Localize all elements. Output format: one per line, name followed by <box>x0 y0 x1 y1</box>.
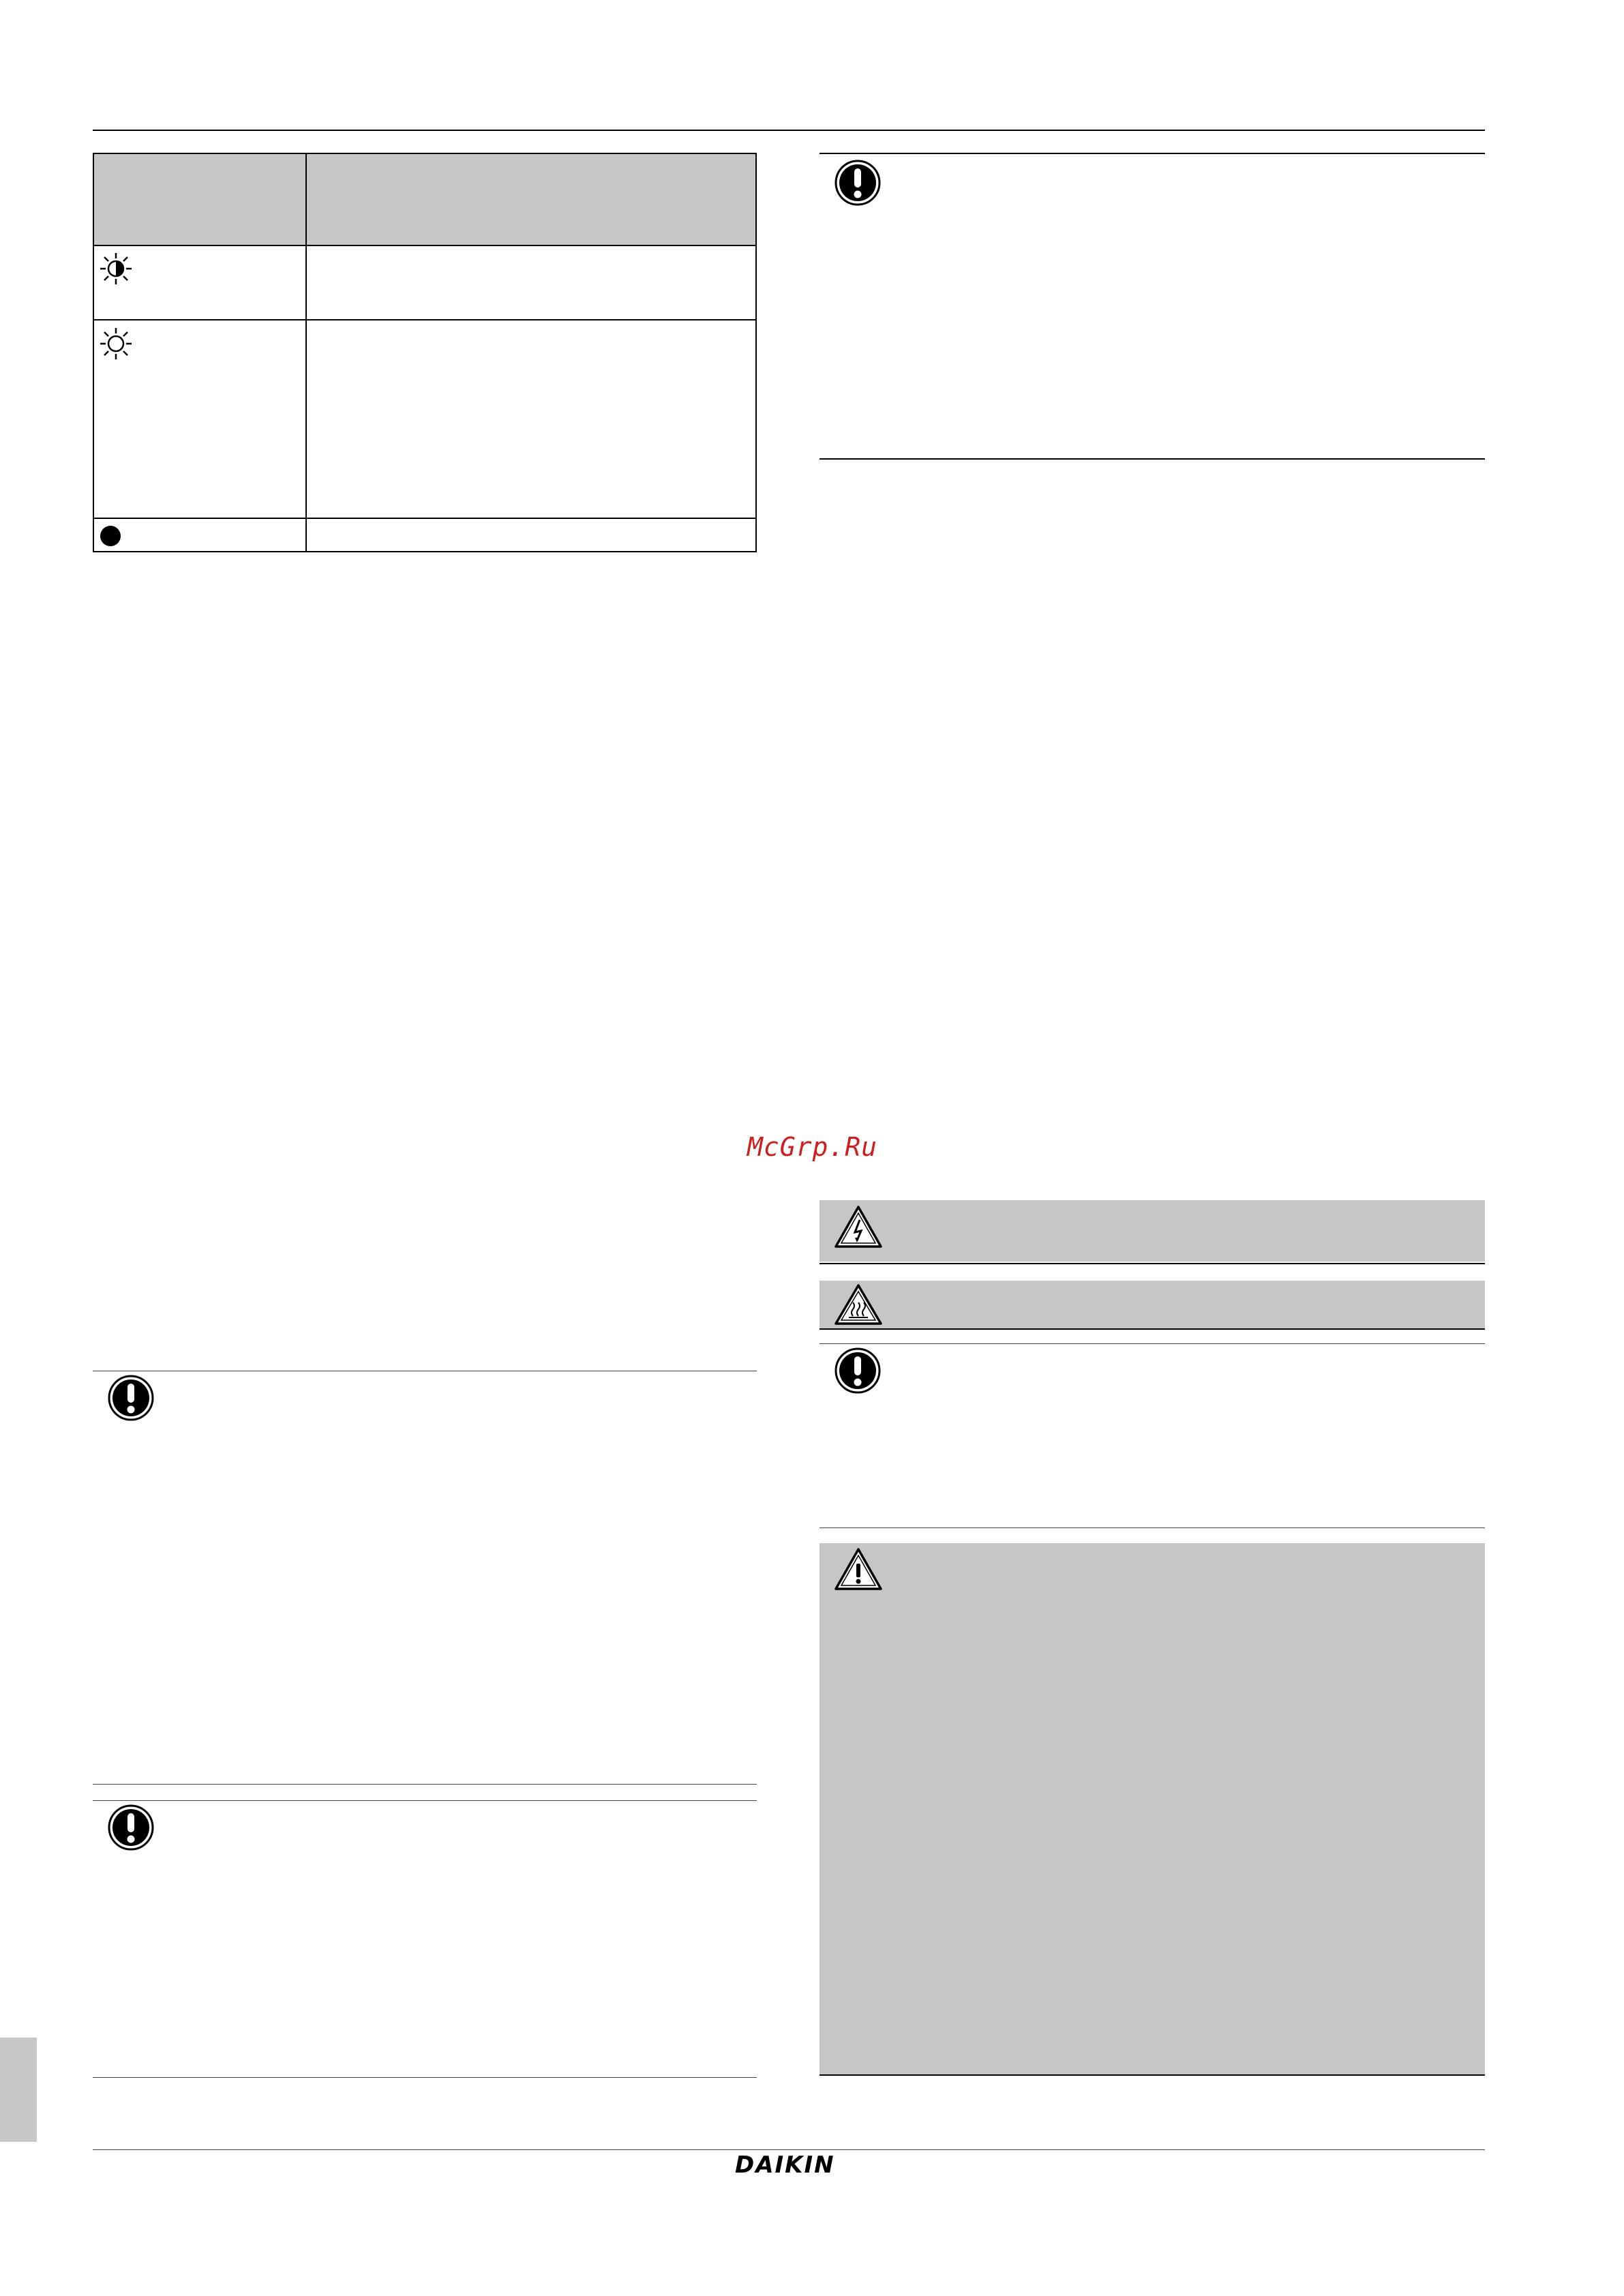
header-rule <box>93 130 1485 131</box>
notice-bottom-rule <box>93 2077 757 2078</box>
electric-hazard-icon <box>833 1204 884 1249</box>
watermark: McGrp.Ru <box>747 1132 878 1162</box>
hot-surface-rule <box>819 1328 1485 1330</box>
sun-outline-icon <box>97 325 135 363</box>
caution-bottom-rule <box>819 2074 1485 2076</box>
notice-bottom-rule <box>819 458 1485 460</box>
caution-notice <box>819 1543 1485 2075</box>
electric-hazard-notice <box>819 1200 1485 1262</box>
table-row-divider <box>94 518 755 519</box>
hazard-rule <box>819 1263 1485 1264</box>
hot-surface-notice <box>819 1281 1485 1328</box>
exclamation-icon <box>106 1373 155 1422</box>
half-sun-icon <box>97 250 135 288</box>
notice-top-rule <box>819 153 1485 154</box>
table-row-divider <box>94 245 755 246</box>
notice-top-rule <box>93 1800 757 1801</box>
daikin-logo: DAIKIN <box>735 2151 835 2179</box>
notice-top-rule <box>819 1343 1485 1344</box>
exclamation-icon <box>833 1346 882 1395</box>
table-header <box>94 154 755 245</box>
filled-dot-icon <box>97 522 124 550</box>
table-row-divider <box>94 319 755 320</box>
exclamation-icon <box>106 1803 155 1852</box>
notice-bottom-rule <box>819 1527 1485 1528</box>
chapter-side-tab <box>0 2038 37 2142</box>
table-column-divider <box>305 154 307 551</box>
warning-triangle-icon <box>833 1547 884 1592</box>
footer-rule <box>93 2149 1485 2150</box>
hot-surface-icon <box>833 1282 884 1327</box>
exclamation-icon <box>833 158 882 207</box>
symbol-table <box>93 153 757 552</box>
notice-bottom-rule <box>93 1784 757 1785</box>
